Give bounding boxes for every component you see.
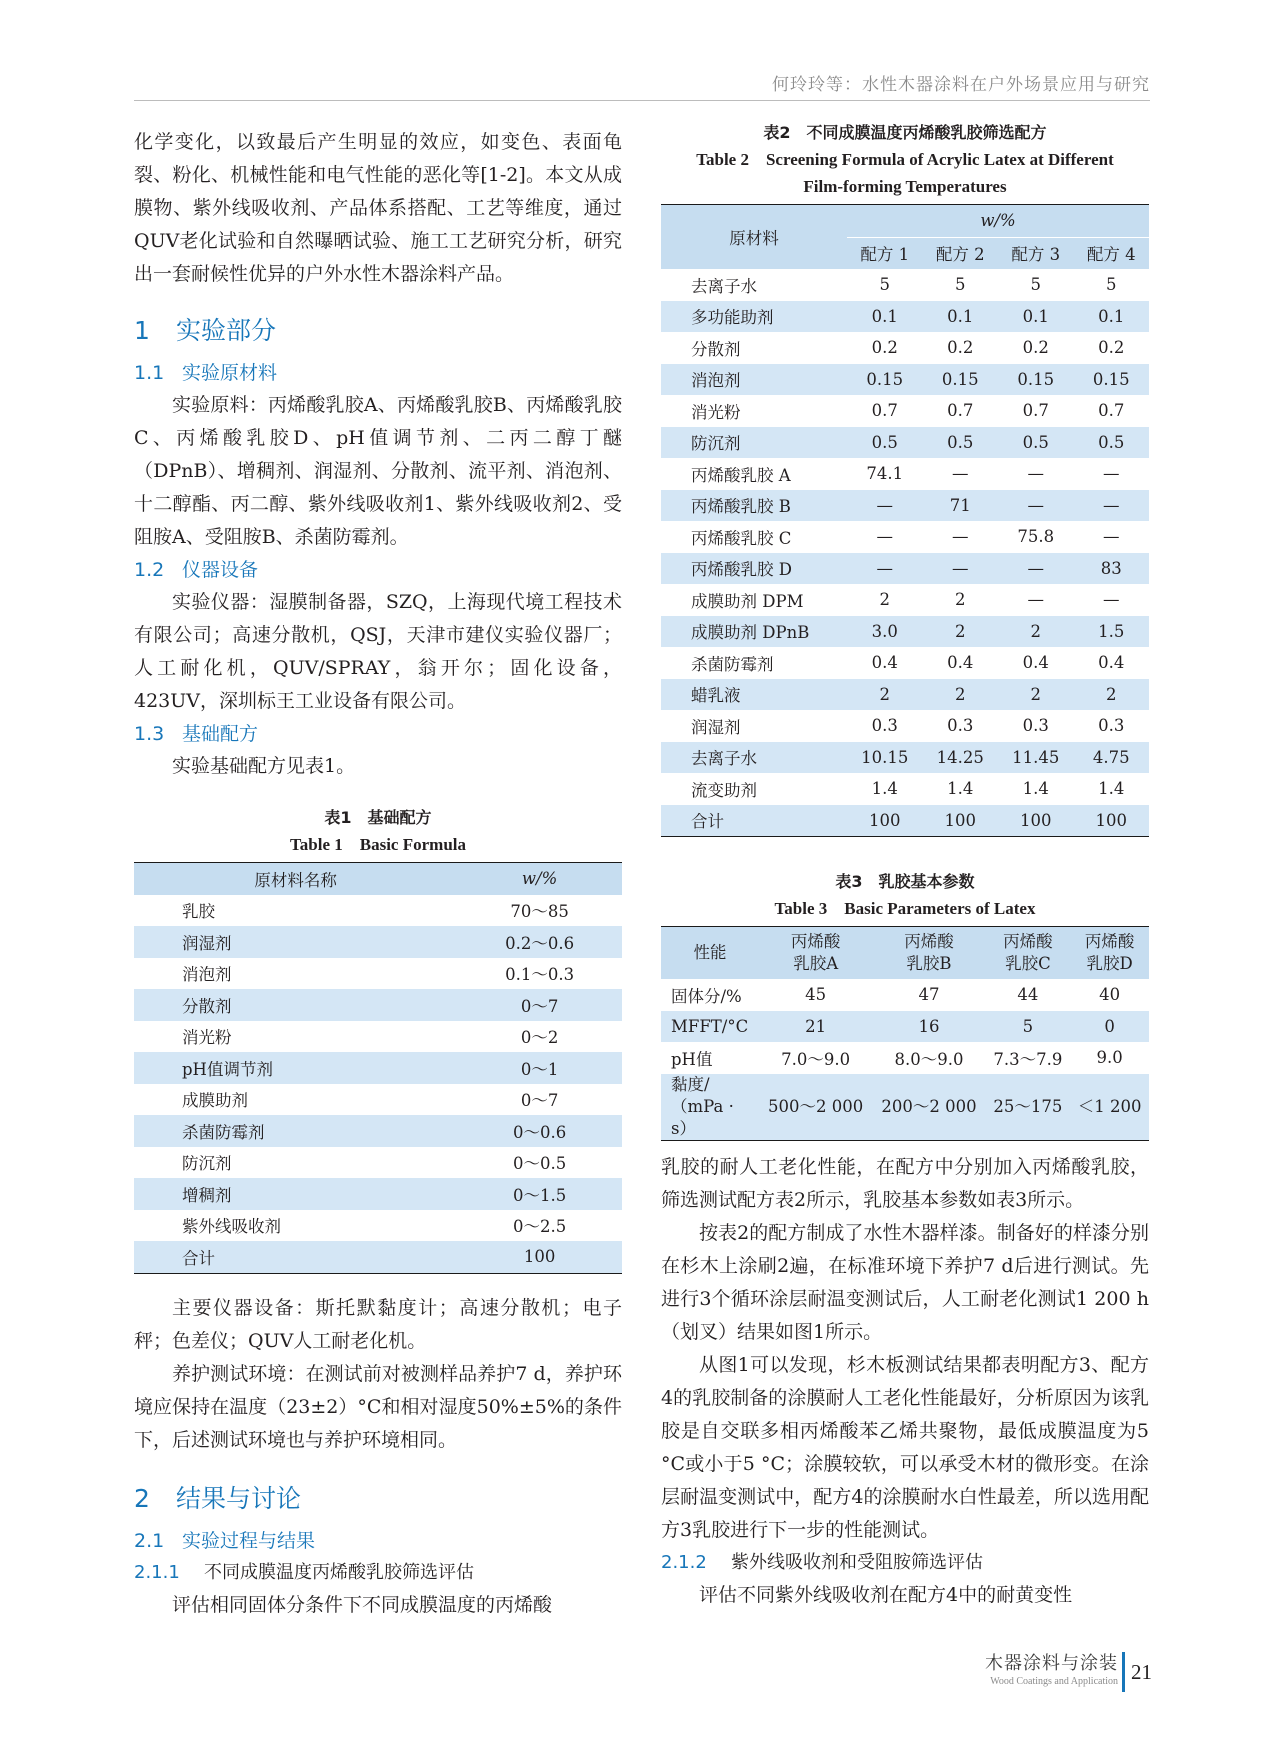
table-1-caption-en: Table 1 Basic Formula bbox=[290, 835, 466, 854]
table-cell-value: 5 bbox=[986, 1011, 1071, 1043]
table-row bbox=[661, 458, 1149, 490]
table-cell-value: 0.5 bbox=[923, 427, 999, 459]
table-cell-value: 2 bbox=[847, 679, 923, 711]
table-cell-value: 2 bbox=[1074, 679, 1150, 711]
table-cell-value: 0～2.5 bbox=[512, 1217, 567, 1237]
section-title: 紫外线吸收剂和受阻胺筛选评估 bbox=[731, 1551, 983, 1573]
table-cell-name bbox=[661, 1074, 759, 1141]
table-cell-value: — bbox=[847, 553, 923, 585]
table-row bbox=[134, 1147, 622, 1179]
table-cell-value: 2 bbox=[955, 590, 966, 610]
section-title: 不同成膜温度丙烯酸乳胶筛选评估 bbox=[204, 1561, 474, 1583]
table-cell-value: 0～2 bbox=[520, 1028, 559, 1048]
table-cell-value: 0.1～0.3 bbox=[505, 965, 575, 985]
table-cell-name: pH值调节剂 bbox=[134, 1052, 457, 1084]
table-header-cell: w/% bbox=[457, 863, 622, 895]
section-number: 1.3 bbox=[134, 723, 165, 745]
table-row bbox=[661, 332, 1149, 364]
table-cell-name: 成膜助剂 bbox=[182, 1091, 248, 1111]
section-number: 1.1 bbox=[134, 362, 165, 384]
table-cell-value: 44 bbox=[1017, 985, 1039, 1005]
section-1-1-heading bbox=[134, 357, 622, 389]
section-title: 实验原材料 bbox=[182, 362, 278, 384]
section-1-heading bbox=[134, 311, 622, 351]
table-row bbox=[661, 742, 1149, 774]
table-row bbox=[661, 647, 1149, 679]
table-cell-name: 流变助剂 bbox=[691, 780, 757, 800]
table-cell-value: 200～2 000 bbox=[872, 1074, 985, 1141]
table-cell-value: 45 bbox=[805, 985, 827, 1005]
table-cell-value: 25～175 bbox=[986, 1074, 1071, 1141]
header-line: 丙烯酸 bbox=[904, 932, 954, 951]
running-head: 何玲玲等：水性木器涂料在户外场景应用与研究 bbox=[772, 75, 1150, 95]
table-cell-value: 0.3 bbox=[1022, 716, 1049, 736]
table-cell-name: MFFT/°C bbox=[661, 1011, 759, 1043]
table-cell-value: 0.1 bbox=[1074, 301, 1150, 333]
table-cell-value: 0.4 bbox=[1098, 653, 1125, 673]
section-1-3-heading bbox=[134, 718, 622, 750]
table-cell-value: 0.15 bbox=[998, 364, 1074, 396]
table-row bbox=[661, 773, 1149, 805]
table-cell-name: 防沉剂 bbox=[182, 1154, 232, 1174]
table-3-caption-cn: 表3 乳胶基本参数 bbox=[835, 872, 975, 891]
section-1-2-heading bbox=[134, 554, 622, 586]
table-cell-value: — bbox=[923, 553, 999, 585]
table-cell-value: 0.5 bbox=[1074, 427, 1150, 459]
table-cell-name: 合计 bbox=[134, 1241, 457, 1273]
table-cell-value: 9.0 bbox=[1096, 1048, 1123, 1068]
table-cell-value: — bbox=[1103, 590, 1120, 610]
table-header-cell: 配方 2 bbox=[923, 237, 999, 269]
table-row bbox=[134, 1178, 622, 1210]
table-cell-value: — bbox=[1074, 490, 1150, 522]
table-cell-value: 0.5 bbox=[847, 427, 923, 459]
table-cell-name: 蜡乳液 bbox=[661, 679, 847, 711]
table-2-caption-en-line1: Table 2 Screening Formula of Acrylic Latex at Different bbox=[696, 150, 1114, 169]
table-row bbox=[661, 1011, 1149, 1043]
table-cell-value: — bbox=[1103, 464, 1120, 484]
table-cell-value: 0.2 bbox=[947, 338, 974, 358]
table-cell-value: — bbox=[1027, 590, 1044, 610]
table-row bbox=[134, 1052, 622, 1084]
table-cell-value: 0.15 bbox=[1074, 364, 1150, 396]
table-cell-name: 增稠剂 bbox=[134, 1178, 457, 1210]
table-row bbox=[661, 521, 1149, 553]
table-row bbox=[134, 1210, 622, 1242]
table-cell-value: 0.2 bbox=[1098, 338, 1125, 358]
table-row bbox=[134, 926, 622, 958]
table-cell-name: 成膜助剂 DPnB bbox=[661, 616, 847, 648]
table-cell-value: 71 bbox=[923, 490, 999, 522]
equipment-paragraph: 实验仪器：湿膜制备器，SZQ，上海现代境工程技术有限公司；高速分散机，QSJ，天津市建仪实验仪器厂；人工耐化机，QUV/SPRAY，翁开尔；固化设备，423UV，深圳标王工业设备有限公司。 bbox=[134, 591, 622, 712]
table-cell-value: 14.25 bbox=[923, 742, 999, 774]
table-cell-value: 0 bbox=[1070, 1011, 1149, 1043]
table-header-cell: w/% bbox=[847, 205, 1149, 238]
table-cell-value: 3.0 bbox=[847, 616, 923, 648]
table-cell-value: 0～1.5 bbox=[457, 1178, 622, 1210]
journal-name-en: Wood Coatings and Application bbox=[990, 1676, 1118, 1687]
cell-line: 黏度/ bbox=[671, 1074, 710, 1094]
table-header-cell bbox=[1070, 927, 1149, 980]
section-title: 实验过程与结果 bbox=[182, 1529, 316, 1552]
table-cell-value: — bbox=[1103, 527, 1120, 547]
table-header-cell: 配方 1 bbox=[847, 237, 923, 269]
table-cell-value: 2 bbox=[998, 679, 1074, 711]
table-row bbox=[661, 269, 1149, 301]
table-cell-value: 100 bbox=[847, 805, 923, 837]
curing-environment-paragraph: 养护测试环境：在测试前对被测样品养护7 d，养护环境应保持在温度（23±2）°C和相对湿度50%±5%的条件下，后述测试环境也与养护环境相同。 bbox=[134, 1362, 622, 1451]
table-row bbox=[134, 895, 622, 927]
header-line: 丙烯酸 bbox=[1003, 932, 1053, 951]
table-cell-value: 500～2 000 bbox=[759, 1074, 872, 1141]
table-cell-value: 11.45 bbox=[998, 742, 1074, 774]
table-cell-value: 100 bbox=[998, 805, 1074, 837]
table-cell-name: 乳胶 bbox=[182, 902, 215, 922]
table-cell-value: — bbox=[952, 527, 969, 547]
journal-name-cn: 木器涂料与涂装 bbox=[985, 1653, 1118, 1674]
table-cell-name: 消光粉 bbox=[182, 1028, 232, 1048]
header-line: 乳胶A bbox=[793, 954, 839, 973]
table-row bbox=[661, 805, 1149, 837]
table-cell-value: — bbox=[876, 527, 893, 547]
table-cell-value: 8.0～9.0 bbox=[894, 1049, 964, 1069]
table-cell-value: 21 bbox=[759, 1011, 872, 1043]
table-cell-name: 消泡剂 bbox=[182, 965, 232, 985]
table-cell-value: 0.7 bbox=[947, 401, 974, 421]
table-row bbox=[661, 710, 1149, 742]
table-row bbox=[661, 490, 1149, 522]
table-cell-value: 0.1 bbox=[998, 301, 1074, 333]
latex-results-paragraph: 乳胶的耐人工老化性能，在配方中分别加入丙烯酸乳胶，筛选测试配方表2所示，乳胶基本参数如表3所示。 bbox=[661, 1155, 1149, 1211]
table-cell-name: 丙烯酸乳胶 D bbox=[661, 553, 847, 585]
section-2-1-2-heading bbox=[661, 1547, 1149, 1579]
table-row bbox=[134, 1084, 622, 1116]
table-cell-value: — bbox=[998, 553, 1074, 585]
table-row bbox=[134, 989, 622, 1021]
table-cell-value: 74.1 bbox=[866, 464, 904, 484]
table-cell-name: 丙烯酸乳胶 C bbox=[691, 528, 792, 548]
table-cell-name: 杀菌防霉剂 bbox=[691, 654, 774, 674]
table-header-cell bbox=[986, 927, 1071, 980]
intro-paragraph: 化学变化，以致最后产生明显的效应，如变色、表面龟裂、粉化、机械性能和电气性能的恶化等[1-2]。本文从成膜物、紫外线吸收剂、产品体系搭配、工艺等维度，通过QUV老化试验和自然曝晒试验、施工工艺研究分析，研究出一套耐候性优异的户外水性木器涂料产品。 bbox=[134, 131, 622, 285]
table-cell-name: 固体分/% bbox=[671, 986, 742, 1006]
table-cell-value: 0.15 bbox=[923, 364, 999, 396]
page-number: 21 bbox=[1131, 1660, 1152, 1684]
table-cell-value: 1.4 bbox=[1098, 779, 1125, 799]
section-number: 2 bbox=[134, 1483, 150, 1513]
table-cell-value: 5 bbox=[879, 275, 890, 295]
header-line: 丙烯酸 bbox=[1084, 932, 1135, 951]
table-cell-value: 1.4 bbox=[1022, 779, 1049, 799]
formula-ref-paragraph: 实验基础配方见表1。 bbox=[172, 755, 356, 777]
table-3-caption-en: Table 3 Basic Parameters of Latex bbox=[774, 899, 1036, 918]
table-row bbox=[134, 1115, 622, 1147]
table-row bbox=[661, 679, 1149, 711]
table-cell-value: 0.3 bbox=[1098, 716, 1125, 736]
table-cell-value: — bbox=[952, 464, 969, 484]
table-cell-name: 去离子水 bbox=[691, 276, 757, 296]
table-cell-value: 0～7 bbox=[457, 989, 622, 1021]
section-number: 2.1.2 bbox=[661, 1551, 707, 1573]
section-number: 2.1.1 bbox=[134, 1561, 180, 1583]
table-cell-value: 100 bbox=[923, 805, 999, 837]
table-cell-value: 0.2～0.6 bbox=[457, 926, 622, 958]
table-cell-value: 5 bbox=[1030, 275, 1041, 295]
table-cell-value: 100 bbox=[457, 1241, 622, 1273]
table-cell-value: 47 bbox=[918, 985, 940, 1005]
table-cell-value: 75.8 bbox=[1017, 527, 1055, 547]
table-cell-name: 成膜助剂 DPM bbox=[691, 591, 804, 611]
table-cell-name: 多功能助剂 bbox=[661, 301, 847, 333]
footer-divider bbox=[1122, 1652, 1125, 1692]
header-line: 乳胶C bbox=[1005, 954, 1051, 973]
header-line: 乳胶B bbox=[906, 954, 952, 973]
table-cell-value: — bbox=[1027, 464, 1044, 484]
table-cell-value: 4.75 bbox=[1074, 742, 1150, 774]
table-cell-name: 防沉剂 bbox=[661, 427, 847, 459]
section-title: 结果与讨论 bbox=[176, 1483, 302, 1513]
evaluation-paragraph: 评估相同固体分条件下不同成膜温度的丙烯酸 bbox=[172, 1593, 553, 1616]
header-line: 乳胶D bbox=[1086, 954, 1133, 973]
table-row bbox=[661, 301, 1149, 333]
table-cell-value: — bbox=[998, 490, 1074, 522]
table-cell-name: 消光粉 bbox=[691, 402, 741, 422]
table-row bbox=[661, 616, 1149, 648]
table-cell-value: 0.7 bbox=[1098, 401, 1125, 421]
table-row bbox=[661, 1042, 1149, 1074]
table-cell-value: 7.0～9.0 bbox=[781, 1049, 851, 1069]
left-column bbox=[134, 126, 622, 1622]
table-cell-value: 0～7 bbox=[520, 1091, 559, 1111]
table-cell-value: 2 bbox=[923, 679, 999, 711]
table-cell-value: 100 bbox=[1074, 805, 1150, 837]
table-cell-value: 1.4 bbox=[947, 779, 974, 799]
table-cell-value: 0.15 bbox=[847, 364, 923, 396]
table-cell-name: 消泡剂 bbox=[661, 364, 847, 396]
section-2-1-heading bbox=[134, 1525, 622, 1557]
table-cell-value: 0.5 bbox=[998, 427, 1074, 459]
table-row bbox=[661, 553, 1149, 585]
table-cell-name: 丙烯酸乳胶 A bbox=[691, 465, 791, 485]
table-cell-value: ＜1 200 bbox=[1070, 1074, 1149, 1141]
table-cell-value: 0～0.6 bbox=[457, 1115, 622, 1147]
table-cell-value: 0～1 bbox=[457, 1052, 622, 1084]
table-cell-name: 杀菌防霉剂 bbox=[134, 1115, 457, 1147]
table-cell-value: 0.4 bbox=[1022, 653, 1049, 673]
table-header-cell: 原材料名称 bbox=[134, 863, 457, 895]
table-row bbox=[661, 364, 1149, 396]
table-cell-value: 0.2 bbox=[871, 338, 898, 358]
right-column bbox=[661, 120, 1149, 1612]
table-cell-value: 0.3 bbox=[947, 716, 974, 736]
table-cell-value: — bbox=[847, 490, 923, 522]
table-2-caption-en-line2: Film-forming Temperatures bbox=[803, 177, 1007, 196]
section-title: 仪器设备 bbox=[182, 559, 259, 581]
table-1-basic-formula bbox=[134, 862, 622, 1274]
table-1-caption-cn: 表1 基础配方 bbox=[324, 808, 432, 827]
table-cell-value: 7.3～7.9 bbox=[993, 1049, 1063, 1069]
table-header-cell: 配方 3 bbox=[998, 237, 1074, 269]
table-cell-name: 去离子水 bbox=[661, 742, 847, 774]
table-row bbox=[661, 1074, 1149, 1141]
table-cell-name: 润湿剂 bbox=[691, 717, 741, 737]
table-cell-value: 1.4 bbox=[871, 779, 898, 799]
table-cell-value: 0.4 bbox=[871, 653, 898, 673]
table-cell-name: 分散剂 bbox=[691, 339, 741, 359]
table-cell-name: 丙烯酸乳胶 B bbox=[661, 490, 847, 522]
table-row bbox=[661, 395, 1149, 427]
table-cell-value: 16 bbox=[872, 1011, 985, 1043]
section-number: 2.1 bbox=[134, 1529, 165, 1552]
table-cell-value: 2 bbox=[879, 590, 890, 610]
table-header-cell bbox=[872, 927, 985, 980]
table-3-latex-parameters bbox=[661, 926, 1149, 1141]
table-cell-value: 5 bbox=[955, 275, 966, 295]
materials-paragraph: 实验原料：丙烯酸乳胶A、丙烯酸乳胶B、丙烯酸乳胶C、丙烯酸乳胶D、pH值调节剂、二丙二醇丁醚（DPnB）、增稠剂、润湿剂、分散剂、流平剂、消泡剂、十二醇酯、丙二醇、紫外线吸收剂1、紫外线吸收剂2、受阻胺A、受阻胺B、杀菌防霉剂。 bbox=[134, 394, 622, 548]
section-number: 1.2 bbox=[134, 559, 165, 581]
table-cell-value: 2 bbox=[923, 616, 999, 648]
table-cell-name: 分散剂 bbox=[134, 989, 457, 1021]
table-row bbox=[134, 958, 622, 990]
section-2-1-1-heading bbox=[134, 1557, 622, 1589]
table-cell-value: 0.4 bbox=[947, 653, 974, 673]
table-cell-name: pH值 bbox=[671, 1049, 713, 1069]
section-title: 实验部分 bbox=[176, 316, 277, 345]
table-header-cell: 配方 4 bbox=[1074, 237, 1150, 269]
table-cell-value: 2 bbox=[998, 616, 1074, 648]
table-cell-value: 0～0.5 bbox=[512, 1154, 567, 1174]
section-2-heading bbox=[134, 1479, 622, 1519]
table-cell-value: 5 bbox=[1106, 275, 1117, 295]
table-cell-value: 10.15 bbox=[847, 742, 923, 774]
table-row bbox=[134, 1021, 622, 1053]
journal-name bbox=[985, 1653, 1118, 1689]
header-line: 丙烯酸 bbox=[790, 932, 841, 951]
table-cell-value: 83 bbox=[1074, 553, 1150, 585]
table-cell-value: 70～85 bbox=[510, 902, 569, 922]
table-cell-value: 1.5 bbox=[1074, 616, 1150, 648]
uv-absorber-paragraph: 评估不同紫外线吸收剂在配方4中的耐黄变性 bbox=[699, 1583, 1073, 1606]
table-row bbox=[661, 427, 1149, 459]
cell-line: （mPa · s） bbox=[671, 1096, 734, 1138]
table-2-screening-formula bbox=[661, 204, 1149, 837]
table-2-caption-cn: 表2 不同成膜温度丙烯酸乳胶筛选配方 bbox=[763, 123, 1047, 142]
table-header-cell: 性能 bbox=[661, 927, 759, 980]
table-header-cell bbox=[759, 927, 872, 980]
table-row bbox=[661, 584, 1149, 616]
table-cell-value: 0.7 bbox=[1022, 401, 1049, 421]
table-cell-name: 合计 bbox=[661, 805, 847, 837]
table-header-cell: 原材料 bbox=[661, 205, 847, 270]
instruments-paragraph: 主要仪器设备：斯托默黏度计；高速分散机；电子秤；色差仪；QUV人工耐老化机。 bbox=[134, 1296, 622, 1352]
table-cell-value: 0.2 bbox=[1022, 338, 1049, 358]
table-cell-value: 0.7 bbox=[871, 401, 898, 421]
sample-prep-paragraph: 按表2的配方制成了水性木器样漆。制备好的样漆分别在杉木上涂刷2遍，在标准环境下养护7 d后进行测试。先进行3个循环涂层耐温变测试后，人工耐老化测试1 200 h（划叉）结果如图1所示。 bbox=[661, 1221, 1149, 1343]
section-number: 1 bbox=[134, 316, 150, 345]
table-row bbox=[134, 1241, 622, 1273]
table-cell-value: 0.1 bbox=[923, 301, 999, 333]
header-rule bbox=[134, 100, 1150, 101]
analysis-paragraph: 从图1可以发现，杉木板测试结果都表明配方3、配方4的乳胶制备的涂膜耐人工老化性能最好，分析原因为该乳胶是自交联多相丙烯酸苯乙烯共聚物，最低成膜温度为5 °C或小于5 °C；涂膜较软，可以承受木材的微形变。在涂层耐温变测试中，配方4的涂膜耐水白性最差，所以选用配方3乳胶进行下一步的性能测试。 bbox=[661, 1353, 1149, 1541]
table-cell-value: 40 bbox=[1099, 985, 1121, 1005]
table-cell-name: 紫外线吸收剂 bbox=[182, 1217, 281, 1237]
table-cell-value: 0.1 bbox=[847, 301, 923, 333]
section-title: 基础配方 bbox=[182, 723, 259, 745]
table-cell-name: 润湿剂 bbox=[134, 926, 457, 958]
table-cell-value: 0.3 bbox=[871, 716, 898, 736]
table-row bbox=[661, 979, 1149, 1011]
